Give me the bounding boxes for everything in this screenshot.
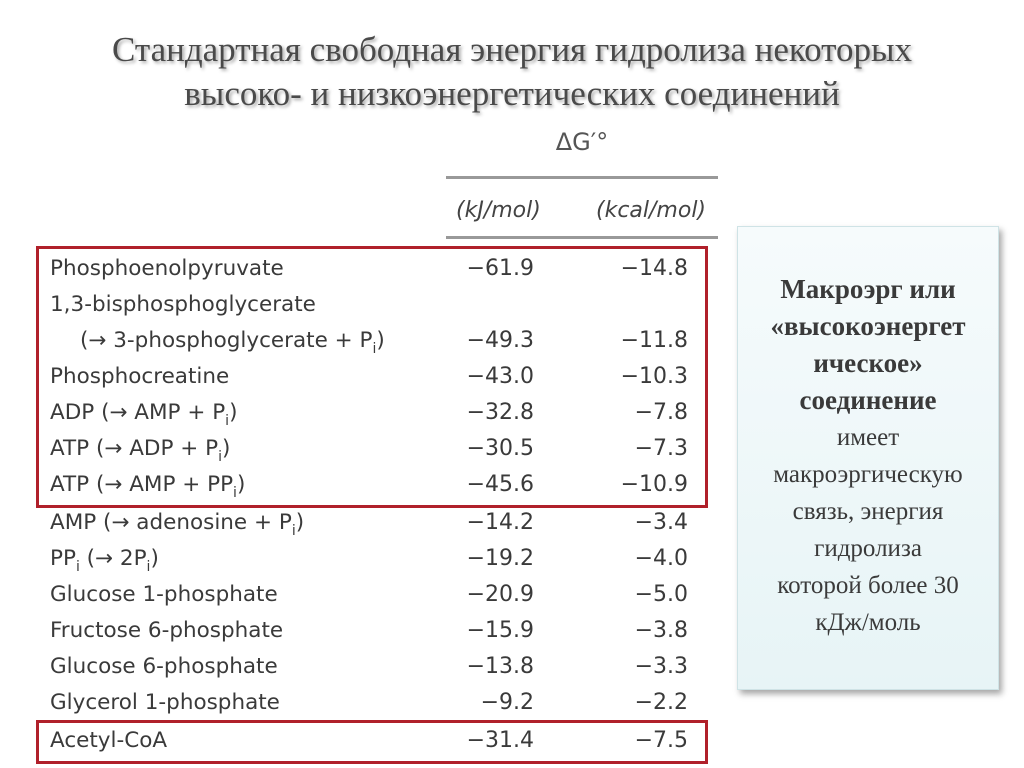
table-row: [0, 541, 720, 577]
callout-bold-line: «высокоэнергет: [770, 311, 966, 341]
callout-line: кДж/моль: [815, 609, 921, 636]
callout-bold-line: Макроэрг или: [780, 274, 956, 304]
table-row: [0, 505, 720, 541]
callout-bold-line: ическое»: [813, 348, 923, 378]
compound-name: AMP (→ adenosine + $P_i$): [50, 510, 305, 539]
kcal-value: −3.3: [634, 654, 688, 679]
kj-value: −20.9: [466, 582, 534, 607]
kj-value: −43.0: [466, 364, 534, 389]
acetyl-coa-highlight-box: [36, 720, 708, 764]
kcal-value: −4.0: [634, 546, 688, 571]
compound-name: Phosphocreatine: [50, 364, 230, 389]
compound-name: 1,3-bisphosphoglycerate: [50, 292, 316, 317]
kcal-value: −3.8: [634, 618, 688, 643]
kj-value: −32.8: [466, 400, 534, 425]
header-divider-top: [446, 176, 718, 179]
callout-bold-line: соединение: [799, 385, 937, 415]
kj-value: −15.9: [466, 618, 534, 643]
table-row: [0, 613, 720, 649]
compound-name: Fructose 6-phosphate: [50, 618, 284, 643]
unit-kcal-header: (kcal/mol): [596, 198, 707, 223]
kcal-value: −14.8: [620, 256, 688, 281]
kcal-value: −7.3: [634, 436, 688, 461]
kcal-value: −11.8: [620, 328, 688, 353]
header-divider-bottom: [446, 236, 718, 239]
title-line-2: высоко- и низкоэнергетических соединений: [184, 74, 840, 113]
compound-name: $PP_i$ (→ $2P_i$): [50, 546, 159, 575]
compound-name: Acetyl-CoA: [50, 728, 168, 753]
definition-callout: [737, 226, 999, 690]
table-row: [0, 577, 720, 613]
kj-value: −31.4: [466, 728, 534, 753]
kcal-value: −10.3: [620, 364, 688, 389]
kj-value: −13.8: [466, 654, 534, 679]
kcal-value: −3.4: [634, 510, 688, 535]
kcal-value: −7.5: [634, 728, 688, 753]
compound-name: ATP (→ ADP + $P_i$): [50, 436, 231, 465]
callout-line: макроэргическую: [773, 461, 963, 488]
kcal-value: −5.0: [634, 582, 688, 607]
table-row: [0, 649, 720, 685]
compound-name: ATP (→ AMP + $PP_i$): [50, 472, 246, 501]
compound-name: ADP (→ AMP + $P_i$): [50, 400, 238, 429]
kj-value: −49.3: [466, 328, 534, 353]
callout-line: имеет: [836, 424, 900, 451]
kj-value: −45.6: [466, 472, 534, 497]
unit-kj-header: (kJ/mol): [456, 198, 541, 223]
compound-name: Glucose 6-phosphate: [50, 654, 278, 679]
kj-value: −61.9: [466, 256, 534, 281]
callout-line: гидролиза: [814, 535, 922, 562]
kcal-value: −7.8: [634, 400, 688, 425]
compound-name: Glucose 1-phosphate: [50, 582, 278, 607]
kcal-value: −2.2: [634, 690, 688, 715]
kj-value: −9.2: [480, 690, 534, 715]
slide-title: [0, 28, 1024, 116]
table-row: [0, 685, 720, 721]
title-line-1: Стандартная свободная энергия гидролиза некоторых: [111, 30, 913, 69]
kj-value: −14.2: [466, 510, 534, 535]
compound-name: Phosphoenolpyruvate: [50, 256, 284, 281]
compound-name: Glycerol 1-phosphate: [50, 690, 280, 715]
callout-line: которой более 30: [777, 572, 959, 599]
callout-line: связь, энергия: [792, 498, 944, 525]
kcal-value: −10.9: [620, 472, 688, 497]
kj-value: −30.5: [466, 436, 534, 461]
high-energy-highlight-box: [36, 246, 708, 508]
compound-name: (→ 3-phosphoglycerate + $P_i$): [80, 328, 385, 357]
delta-g-header: ΔG′°: [555, 128, 609, 156]
kj-value: −19.2: [466, 546, 534, 571]
